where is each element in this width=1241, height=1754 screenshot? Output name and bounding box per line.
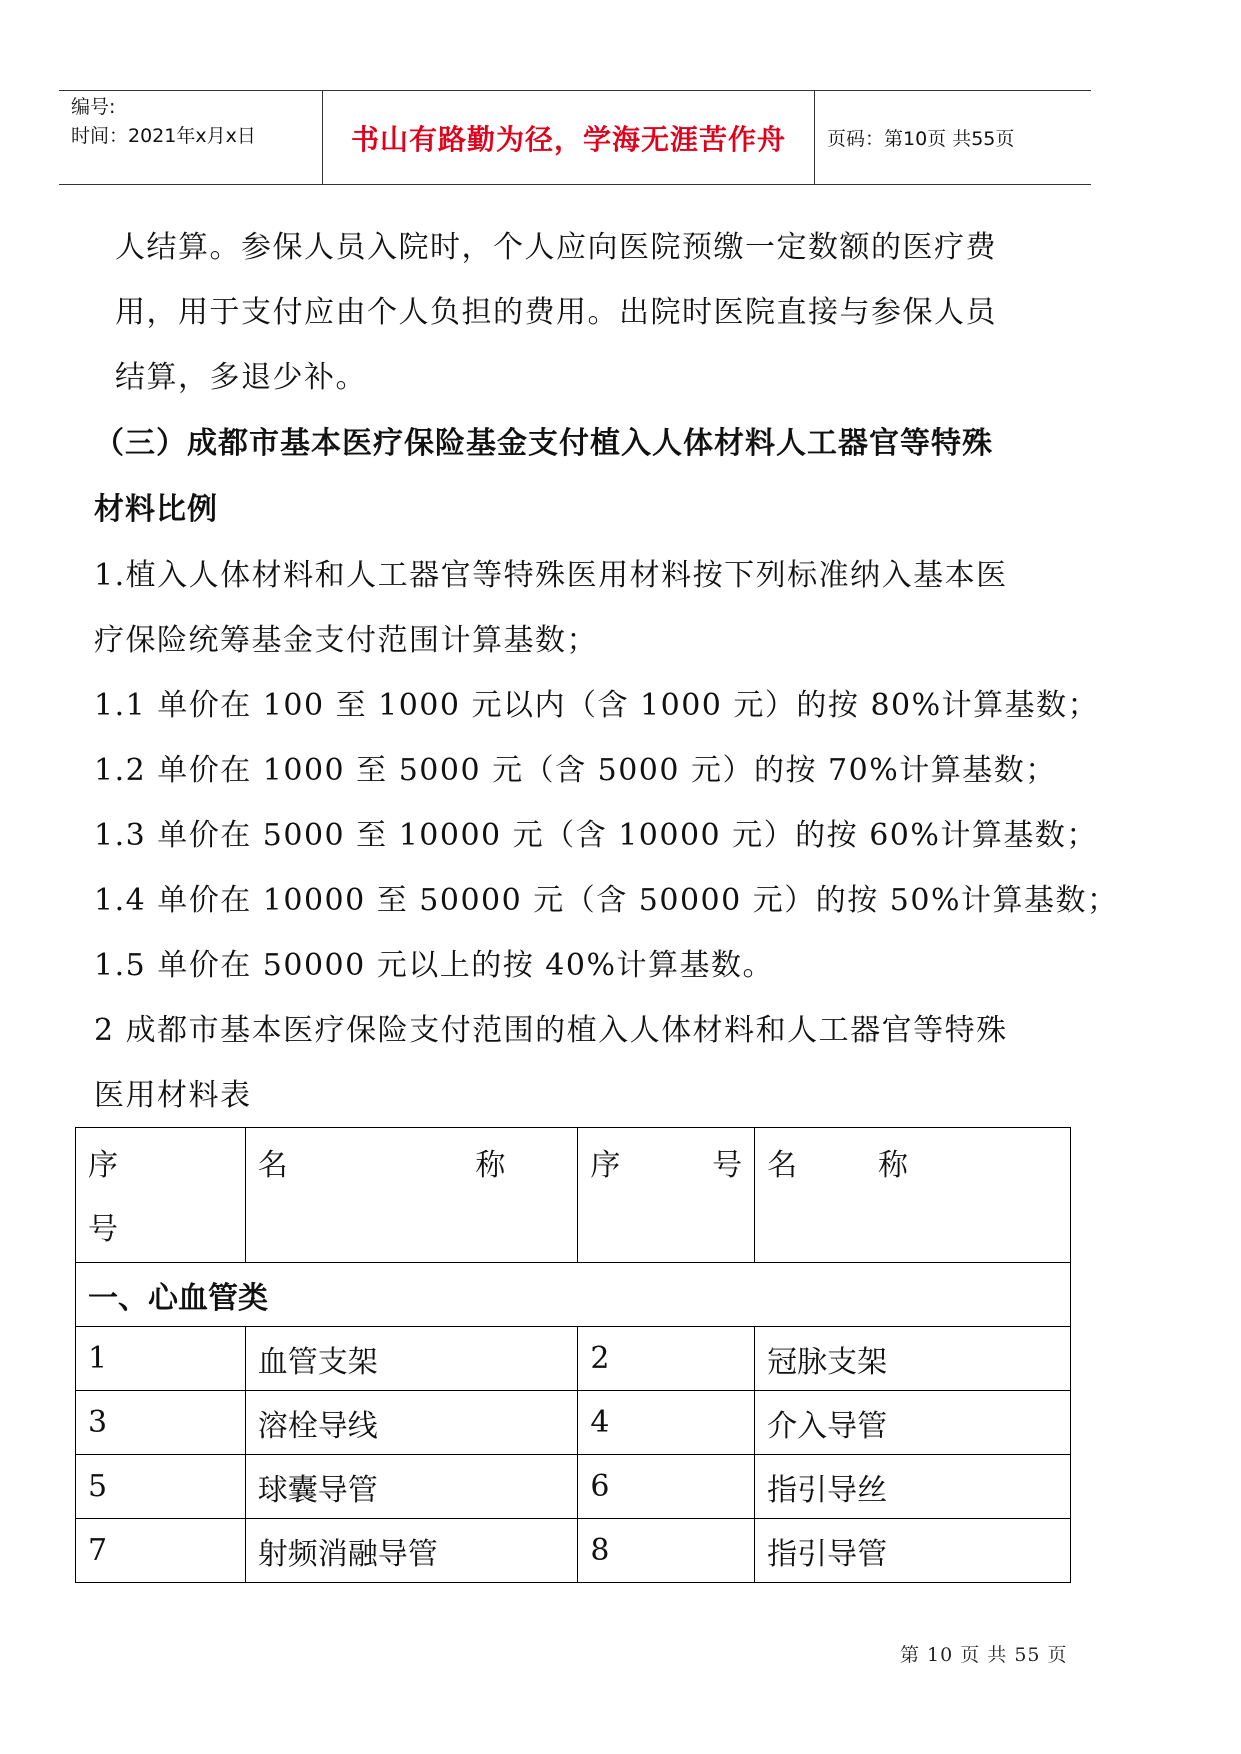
item1-line-2: 疗保险统筹基金支付范围计算基数； — [94, 623, 598, 658]
row-name: 血管支架 — [245, 1327, 578, 1391]
header-seq2-char-1: 序 — [590, 1148, 621, 1183]
item1-line-1: 1.植入人体材料和人工器官等特殊医用材料按下列标准纳入基本医 — [94, 558, 1008, 593]
category-label: 一、心血管类 — [76, 1263, 1071, 1327]
row-seq: 3 — [76, 1391, 246, 1455]
item2-line-2: 医用材料表 — [94, 1078, 252, 1113]
row-name: 溶栓导线 — [245, 1391, 578, 1455]
table-header-row — [76, 1128, 1071, 1263]
rule-1-1: 1.1 单价在 100 至 1000 元以内（含 1000 元）的按 80%计算基数； — [94, 688, 1100, 723]
header-name-char-2: 称 — [475, 1148, 506, 1183]
body-line-3: 结算，多退少补。 — [115, 360, 367, 395]
header-page-code: 页码：第10页 共55页 — [827, 128, 1015, 150]
table-row — [76, 1455, 1071, 1519]
body-line-1: 人结算。参保人员入院时，个人应向医院预缴一定数额的医疗费 — [115, 230, 997, 265]
rule-1-3: 1.3 单价在 5000 至 10000 元（含 10000 元）的按 60%计算基数； — [94, 818, 1098, 853]
row-seq: 2 — [578, 1327, 755, 1391]
row-seq: 4 — [578, 1391, 755, 1455]
header-meta — [59, 91, 323, 184]
body-line-2: 用，用于支付应由个人负担的费用。出院时医院直接与参保人员 — [115, 295, 997, 330]
row-seq: 6 — [578, 1455, 755, 1519]
row-seq: 1 — [76, 1327, 246, 1391]
item2-line-1: 2 成都市基本医疗保险支付范围的植入人体材料和人工器官等特殊 — [94, 1013, 1008, 1048]
header-motto: 书山有路勤为径，学海无涯苦作舟 — [323, 91, 815, 184]
header-seq-cell — [76, 1128, 246, 1263]
row-seq: 5 — [76, 1455, 246, 1519]
header-seq2-char-2: 号 — [712, 1148, 743, 1183]
rule-1-4: 1.4 单价在 10000 至 50000 元（含 50000 元）的按 50%计算基数； — [94, 883, 1119, 918]
section-title-line-2: 材料比例 — [94, 492, 218, 527]
page-header — [59, 90, 1091, 185]
row-name: 球囊导管 — [245, 1455, 578, 1519]
rule-1-2: 1.2 单价在 1000 至 5000 元（含 5000 元）的按 70%计算基数； — [94, 753, 1057, 788]
rule-1-5: 1.5 单价在 50000 元以上的按 40%计算基数。 — [94, 948, 774, 983]
row-name: 介入导管 — [755, 1391, 1071, 1455]
row-seq: 8 — [578, 1519, 755, 1583]
page-footer: 第 10 页 共 55 页 — [900, 1644, 1068, 1666]
row-name: 射频消融导管 — [245, 1519, 578, 1583]
header-seq-char-2: 号 — [88, 1212, 118, 1247]
table-row — [76, 1327, 1071, 1391]
number-label: 编号: — [71, 96, 116, 118]
table-row — [76, 1391, 1071, 1455]
time-label: 时间：2021年x月x日 — [71, 125, 256, 147]
materials-table — [75, 1127, 1071, 1583]
table-row — [76, 1519, 1071, 1583]
row-name: 指引导管 — [755, 1519, 1071, 1583]
header-seq2-cell — [578, 1128, 755, 1263]
section-title-line-1: （三）成都市基本医疗保险基金支付植入人体材料人工器官等特殊 — [94, 426, 993, 461]
header-name-char-1: 名 — [257, 1148, 288, 1183]
header-name2-char-2: 称 — [878, 1148, 908, 1183]
header-name2-cell — [755, 1128, 1071, 1263]
category-row — [76, 1263, 1071, 1327]
header-name2-char-1: 名 — [767, 1148, 798, 1183]
row-name: 指引导丝 — [755, 1455, 1071, 1519]
header-seq-char-1: 序 — [88, 1148, 118, 1183]
row-seq: 7 — [76, 1519, 246, 1583]
row-name: 冠脉支架 — [755, 1327, 1071, 1391]
header-name-cell — [245, 1128, 578, 1263]
